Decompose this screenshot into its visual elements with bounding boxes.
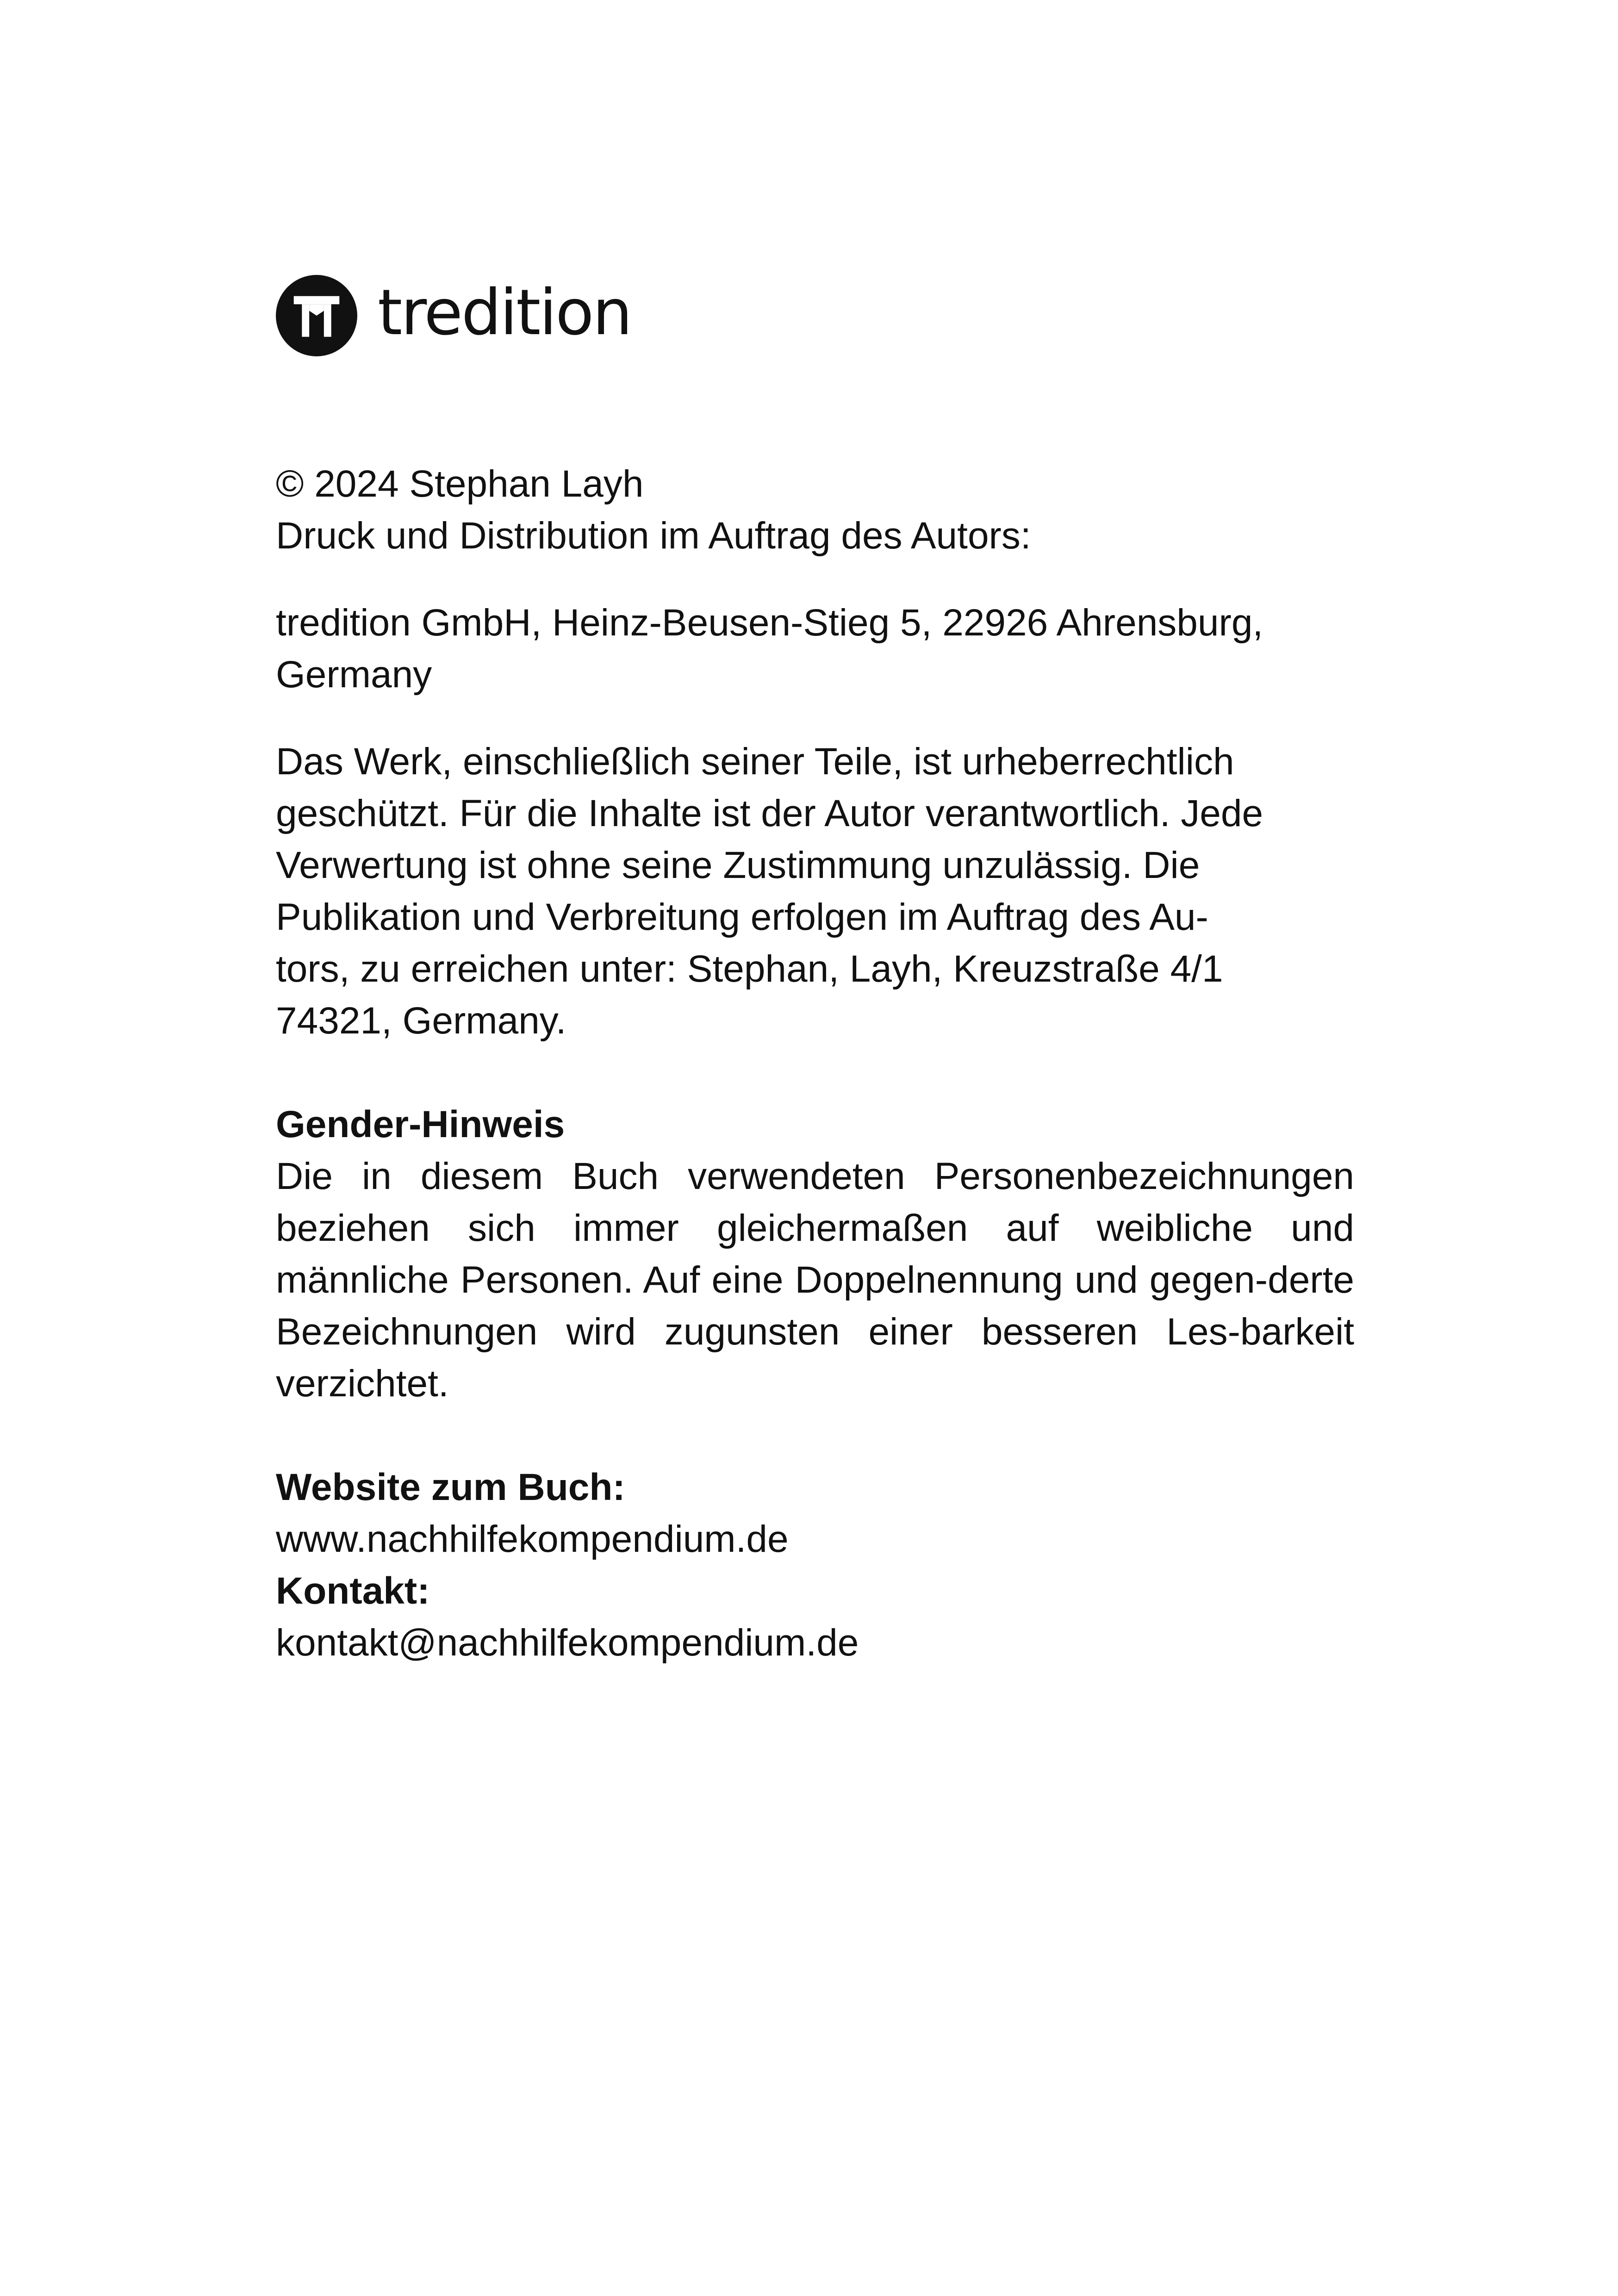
contact-heading: Kontakt: bbox=[276, 1570, 430, 1612]
publisher-logo bbox=[276, 274, 631, 357]
gender-note-heading: Gender-Hinweis bbox=[276, 1103, 565, 1145]
publisher-address bbox=[276, 597, 1354, 701]
copyright-statement-line: tors, zu erreichen unter: Stephan, Layh, Kreuzstraße 4/1 bbox=[276, 948, 1223, 990]
copyright-statement-line: 74321, Germany. bbox=[276, 1000, 566, 1042]
imprint-content bbox=[276, 458, 1354, 1669]
gender-note-text: Die in diesem Buch verwendeten Personenbezeichnungen beziehen sich immer gleichermaßen auf weibliche und männliche Personen. Auf eine Doppelnennung und gegen-derte Bezeichnungen wird zugunsten einer besseren Les-barkeit verzichtet. bbox=[276, 1155, 1354, 1405]
copyright-statement-line: Verwertung ist ohne seine Zustimmung unzulässig. Die bbox=[276, 844, 1200, 886]
distribution-label: Druck und Distribution im Auftrag des Autors: bbox=[276, 515, 1031, 557]
copyright-statement-line: Das Werk, einschließlich seiner Teile, ist urheberrechtlich bbox=[276, 740, 1234, 783]
tredition-logo-icon bbox=[276, 275, 357, 356]
website-url[interactable]: www.nachhilfekompendium.de bbox=[276, 1518, 789, 1560]
copyright-statement bbox=[276, 736, 1354, 1047]
website-heading: Website zum Buch: bbox=[276, 1466, 625, 1508]
copyright-notice: © 2024 Stephan Layh bbox=[276, 463, 644, 505]
logo-wordmark: tredition bbox=[378, 276, 631, 349]
copyright-statement-line: geschützt. Für die Inhalte ist der Autor verantwortlich. Jede bbox=[276, 792, 1263, 834]
publisher-address-line: Germany bbox=[276, 653, 432, 696]
publisher-address-line: tredition GmbH, Heinz-Beusen-Stieg 5, 22926 Ahrensburg, bbox=[276, 602, 1263, 644]
contact-email[interactable]: kontakt@nachhilfekompendium.de bbox=[276, 1622, 859, 1664]
copyright-statement-line: Publikation und Verbreitung erfolgen im Auftrag des Au- bbox=[276, 896, 1208, 938]
